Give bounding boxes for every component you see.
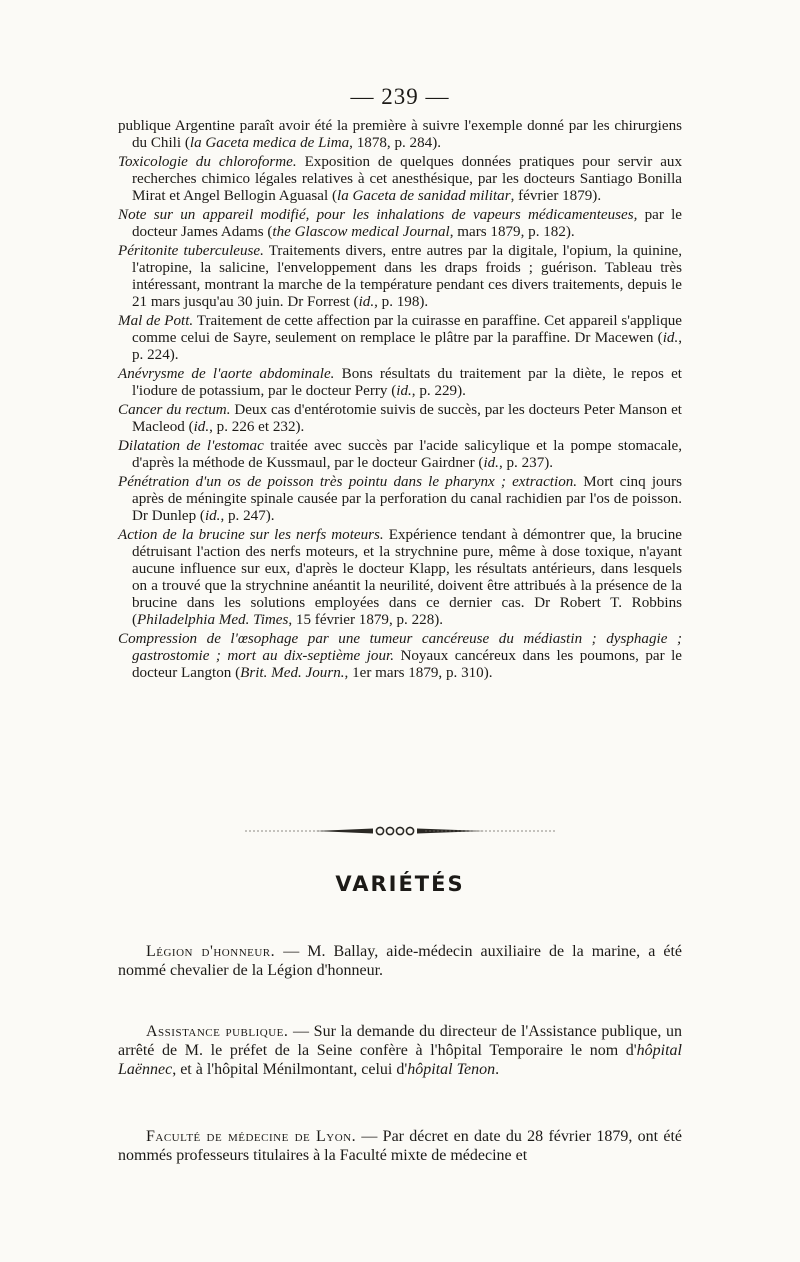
bibliography-entries [118,118,682,684]
section-title: VARIÉTÉS [335,872,465,896]
bibliography-entry: Action de la brucine sur les nerfs moteurs. Expérience tendant à démontrer que, la brucine détruisant l'action des nerfs moteurs, et la strychnine pure, même à dose toxique, n'ayant aucune influence sur eux, d'après le docteur Klapp, les résultats antérieurs, dans lesquels on a trouvé que la strychnine anéantit la neurilité, doivent être attribués à la présence de la brucine dans les solutions employées dans ce dernier cas. Dr Robert T. Robbins (Philadelphia Med. Times, 15 février 1879, p. 228). [118,527,682,628]
bibliography-entry: Mal de Pott. Traitement de cette affection par la cuirasse en paraffine. Cet appareil s'applique comme celui de Sayre, seulement on remplace le plâtre par la paraffine. Dr Macewen (id., p. 224). [118,313,682,363]
news-item: Assistance publique. — Sur la demande du directeur de l'Assistance publique, un arrêté de M. le préfet de la Seine confère à l'hôpital Temporaire le nom d'hôpital Laënnec, et à l'hôpital Ménilmontant, celui d'hôpital Tenon. [118,1023,682,1078]
section-divider-ornament [245,824,555,838]
bibliography-entry: Note sur un appareil modifié, pour les inhalations de vapeurs médicamenteuses, par le docteur James Adams (the Glascow medical Journal, mars 1879, p. 182). [118,207,682,240]
bibliography-entry: Anévrysme de l'aorte abdominale. Bons résultats du traitement par la diète, le repos et l'iodure de potassium, par le docteur Perry (id., p. 229). [118,366,682,399]
news-heading: Faculté de médecine de Lyon. [146,1128,357,1145]
page-number: — 239 — [350,84,450,109]
bibliography-entry: Péritonite tuberculeuse. Traitements divers, entre autres par la digitale, l'opium, la quinine, l'atropine, la salicine, l'enveloppement dans les draps froids ; guérison. Tableau très intéressant, montrant la marche de la température pendant ces divers traitements, depuis le 21 mars jusqu'au 30 juin. Dr Forrest (id., p. 198). [118,243,682,310]
bibliography-entry: Toxicologie du chloroforme. Exposition de quelques données pratiques pour servir aux recherches chimico légales relatives à cet anesthésique, par les docteurs Santiago Bonilla Mirat et Angel Bellogin Aguasal (la Gaceta de sanidad militar, février 1879). [118,154,682,204]
news-item: Légion d'honneur. — M. Ballay, aide-médecin auxiliaire de la marine, a été nommé chevalier de la Légion d'honneur. [118,943,682,979]
news-heading: Légion d'honneur. [146,943,276,960]
bibliography-entry: Compression de l'œsophage par une tumeur cancéreuse du médiastin ; dysphagie ; gastrostomie ; mort au dix-septième jour. Noyaux cancéreux dans les poumons, par le docteur Langton (Brit. Med. Journ., 1er mars 1879, p. 310). [118,631,682,681]
bibliography-entry: publique Argentine paraît avoir été la première à suivre l'exemple donné par les chirurgiens du Chili (la Gaceta medica de Lima, 1878, p. 284). [118,118,682,151]
news-item: Faculté de médecine de Lyon. — Par décret en date du 28 février 1879, ont été nommés professeurs titulaires à la Faculté mixte de médecine et [118,1128,682,1164]
bibliography-entry: Dilatation de l'estomac traitée avec succès par l'acide salicylique et la pompe stomacale, d'après la méthode de Kussmaul, par le docteur Gairdner (id., p. 237). [118,438,682,471]
bibliography-entry: Pénétration d'un os de poisson très pointu dans le pharynx ; extraction. Mort cinq jours après de méningite spinale causée par la perforation du canal rachidien par l'os de poisson. Dr Dunlep (id., p. 247). [118,474,683,524]
bibliography-entry: Cancer du rectum. Deux cas d'entérotomie suivis de succès, par les docteurs Peter Manson et Macleod (id., p. 226 et 232). [118,402,683,435]
news-heading: Assistance publique. [146,1023,289,1040]
